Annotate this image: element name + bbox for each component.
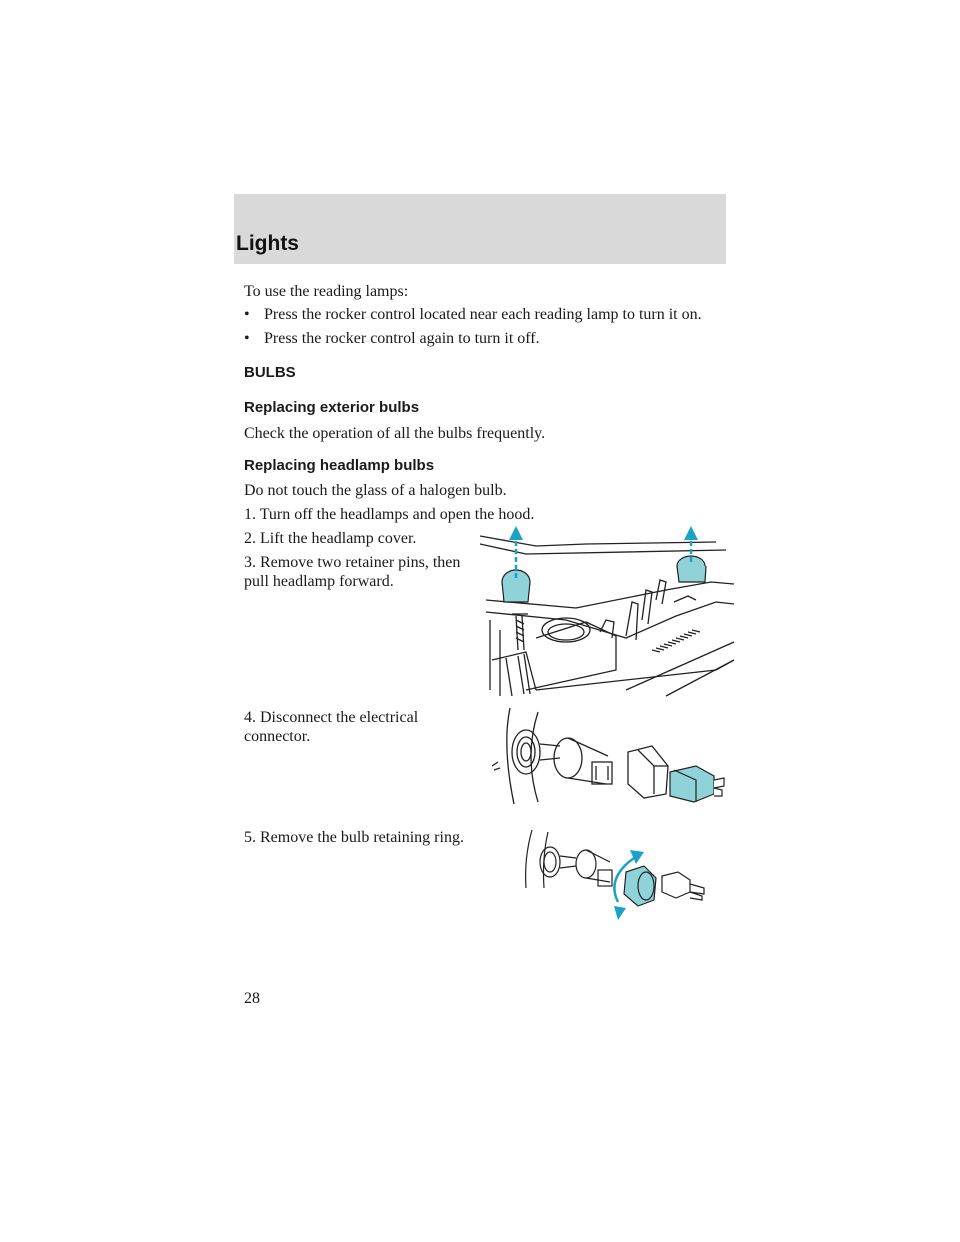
section-title: Lights [236,232,299,255]
bullet-icon: • [244,330,250,347]
step-1: 1. Turn off the headlamps and open the hood. [244,506,535,523]
page-number: 28 [244,990,260,1007]
step-2: 2. Lift the headlamp cover. [244,530,417,547]
heading-exterior-bulbs: Replacing exterior bulbs [244,399,420,416]
step-4-line-1: 4. Disconnect the electrical [244,709,419,726]
headlamp-note: Do not touch the glass of a halogen bulb. [244,482,507,499]
electrical-connector-illustration [488,706,728,806]
step-4-line-2: connector. [244,728,311,745]
exterior-text: Check the operation of all the bulbs frequently. [244,425,546,442]
headlamp-retainer-pins-illustration [476,520,734,700]
bullet-item: Press the rocker control again to turn it off. [264,330,540,347]
step-3-line-1: 3. Remove two retainer pins, then [244,554,461,571]
bullet-icon: • [244,306,250,323]
step-5: 5. Remove the bulb retaining ring. [244,829,464,846]
bullet-item: Press the rocker control located near each reading lamp to turn it on. [264,306,702,323]
intro-text: To use the reading lamps: [244,283,409,300]
heading-headlamp-bulbs: Replacing headlamp bulbs [244,457,435,474]
section-header-band [234,194,726,264]
step-3-line-2: pull headlamp forward. [244,573,394,590]
heading-bulbs: BULBS [244,364,296,381]
bulb-retaining-ring-illustration [506,828,712,926]
